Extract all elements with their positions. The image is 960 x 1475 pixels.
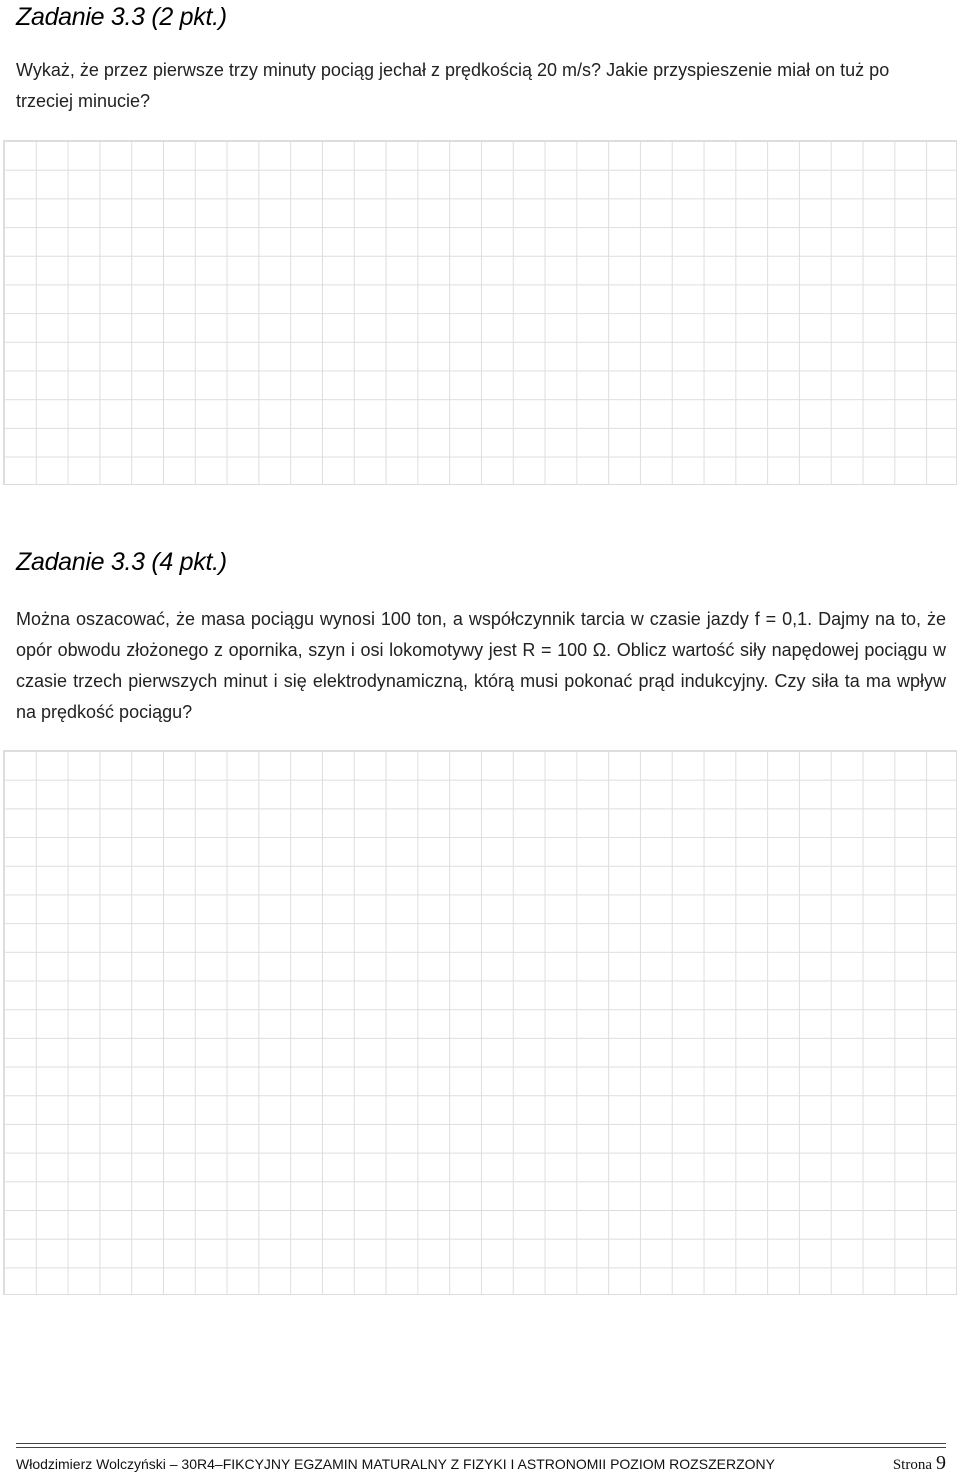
task-1-title: Zadanie 3.3 (2 pkt.) (16, 3, 227, 31)
page-number-block (893, 1452, 946, 1475)
page-footer (16, 1452, 946, 1475)
page-label: Strona (892, 1457, 932, 1473)
footer-author-title: Włodzimierz Wolczyński – 30R4–FIKCYJNY EGZAMIN MATURALNY Z FIZYKI I ASTRONOMII POZIOM ROZSZERZONY (16, 1456, 775, 1472)
task-2-title: Zadanie 3.3 (4 pkt.) (16, 548, 227, 576)
answer-grid-1[interactable] (3, 140, 957, 485)
page-number: 9 (936, 1452, 946, 1474)
task-2-text: Można oszacować, że masa pociągu wynosi 100 ton, a współczynnik tarcia w czasie jazdy f = 0,1. Dajmy na to, że opór obwodu złożonego z opornika, szyn i osi lokomotywy jest R = 100 Ω. Oblicz wartość siły napędowej pociągu w czasie trzech pierwszych minut i się elektrodynamiczną, którą musi pokonać prąd indukcyjny. Czy siła ta ma wpływ na prędkość pociągu? (16, 609, 946, 722)
answer-grid-2[interactable] (3, 750, 957, 1295)
footer-divider (16, 1447, 946, 1448)
footer-divider-top (16, 1443, 946, 1444)
task-1-text: Wykaż, że przez pierwsze trzy minuty pociąg jechał z prędkością 20 m/s? Jakie przyspieszenie miał on tuż po trzeciej minucie? (16, 60, 890, 111)
